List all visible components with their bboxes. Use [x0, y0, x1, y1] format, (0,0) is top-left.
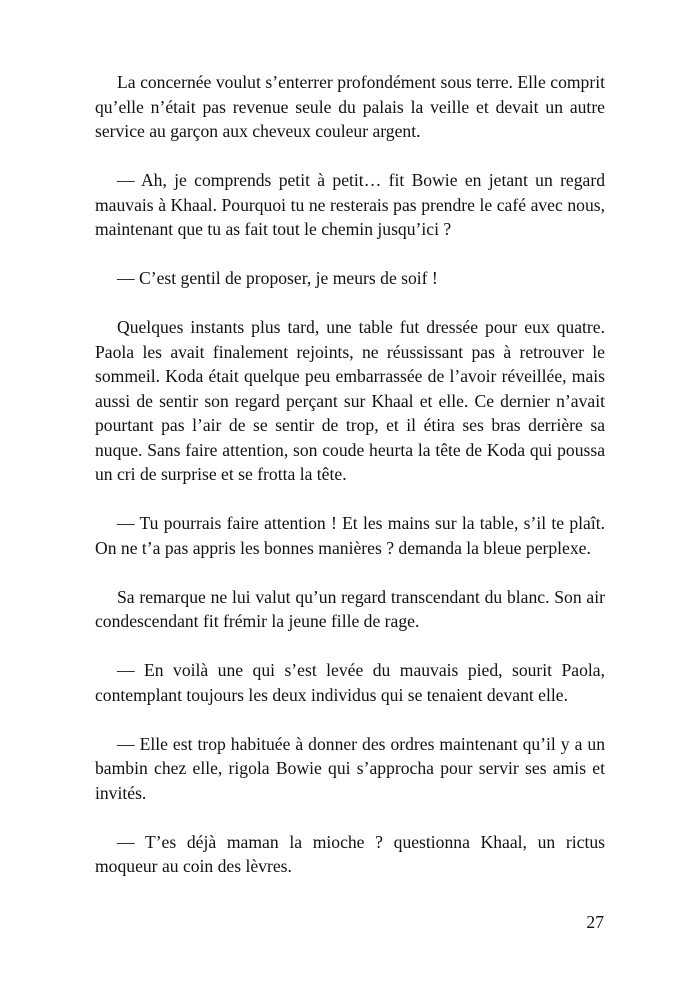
paragraph: — C’est gentil de proposer, je meurs de soif !	[117, 268, 438, 288]
paragraph: — Tu pourrais faire attention ! Et les mains sur la table, s’il te plaît. On ne t’a pas appris les bonnes manières ? demanda la bleue perplexe.	[95, 513, 605, 558]
paragraph: La concernée voulut s’enterrer profondément sous terre. Elle comprit qu’elle n’était pas revenue seule du palais la veille et devait un autre service au garçon aux cheveux couleur argent.	[95, 72, 605, 141]
paragraph: — En voilà une qui s’est levée du mauvais pied, sourit Paola, contemplant toujours les deux individus qui se tenaient devant elle.	[95, 660, 605, 705]
paragraph: — Ah, je comprends petit à petit… fit Bowie en jetant un regard mauvais à Khaal. Pourquoi tu ne resterais pas prendre le café avec nous, maintenant que tu as fait tout le chemin jusqu’ici ?	[95, 170, 605, 239]
paragraph: Sa remarque ne lui valut qu’un regard transcendant du blanc. Son air condescendant fit frémir la jeune fille de rage.	[95, 586, 605, 631]
paragraph: — Elle est trop habituée à donner des ordres maintenant qu’il y a un bambin chez elle, rigola Bowie qui s’approcha pour servir ses amis et invités.	[95, 733, 605, 803]
body-text	[95, 70, 605, 879]
page-number: 27	[586, 912, 604, 932]
paragraph: Quelques instants plus tard, une table fut dressée pour eux quatre. Paola les avait finalement rejoints, ne réussissant pas à retrouver le sommeil. Koda était quelque peu embarrassée de l’avoir réveillée, mais aussi de sentir son regard perçant sur Khaal et elle. Ce dernier n’avait pourtant pas l’air de se sentir de trop, et il étira ses bras derrière sa nuque. Sans faire attention, son coude heurta la tête de Koda qui poussa un cri de surprise et se frotta la tête.	[95, 317, 605, 484]
paragraph: — T’es déjà maman la mioche ? questionna Khaal, un rictus moqueur au coin des lèvres.	[95, 831, 605, 876]
